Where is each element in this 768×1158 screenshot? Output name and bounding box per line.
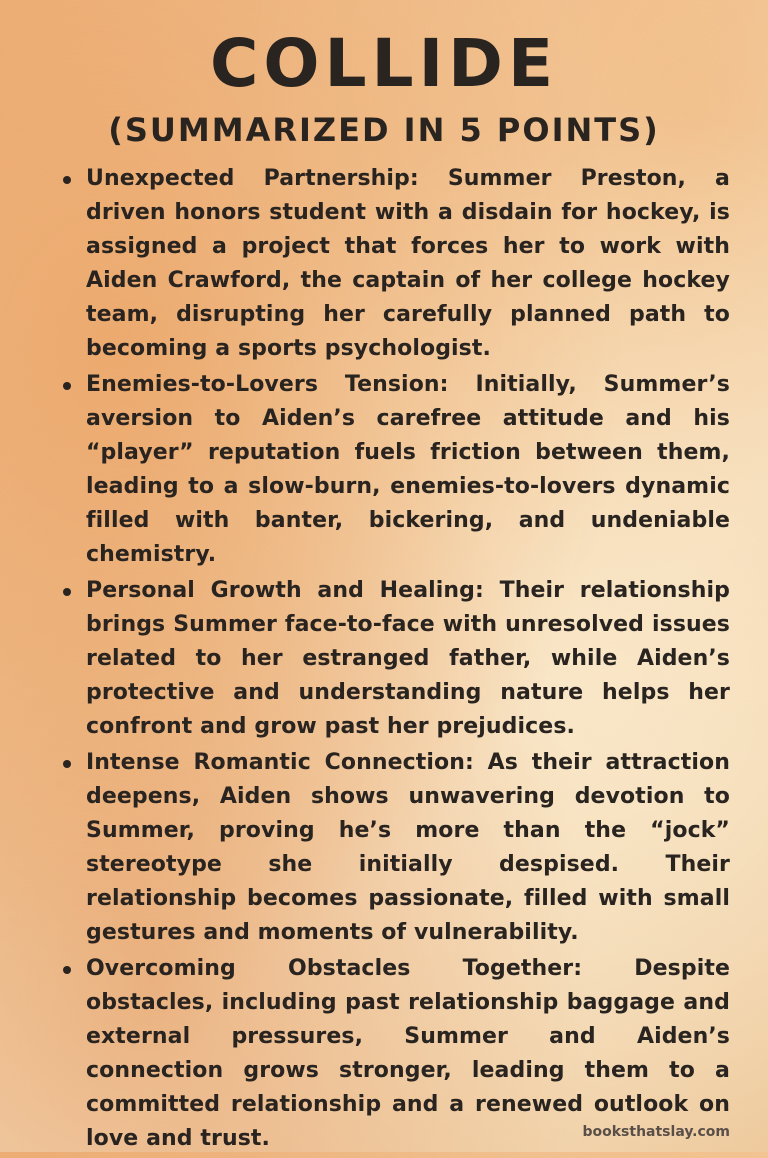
source-watermark: booksthatslay.com xyxy=(582,1124,730,1140)
summary-point xyxy=(60,368,730,572)
bullet-icon xyxy=(63,588,71,596)
summary-point-text: Personal Growth and Healing: Their relationship brings Summer face-to-face with unresolved issues related to her estranged father, while Aiden’s protective and understanding nature helps her confront and grow past her prejudices. xyxy=(86,578,730,739)
summary-point-text: Enemies-to-Lovers Tension: Initially, Summer’s aversion to Aiden’s carefree attitude and his “player” reputation fuels friction between them, leading to a slow-burn, enemies-to-lovers dynamic filled with banter, bickering, and undeniable chemistry. xyxy=(86,372,730,567)
bullet-icon xyxy=(63,760,71,768)
bullet-icon xyxy=(63,176,71,184)
page-subtitle: (SUMMARIZED IN 5 POINTS) xyxy=(108,111,660,149)
summary-point xyxy=(60,162,730,366)
bullet-icon xyxy=(63,966,71,974)
page-title: COLLIDE xyxy=(209,25,559,102)
summary-point xyxy=(60,574,730,744)
summary-point-text: Overcoming Obstacles Together: Despite obstacles, including past relationship baggage and external pressures, Summer and Aiden’s connection grows stronger, leading them to a committed relationship and a renewed outlook on love and trust. xyxy=(86,956,730,1151)
bullet-icon xyxy=(63,382,71,390)
summary-point-text: Intense Romantic Connection: As their attraction deepens, Aiden shows unwavering devotion to Summer, proving he’s more than the “jock” stereotype she initially despised. Their relationship becomes passionate, filled with small gestures and moments of vulnerability. xyxy=(86,750,730,945)
summary-point xyxy=(60,746,730,950)
summary-point-text: Unexpected Partnership: Summer Preston, a driven honors student with a disdain for hockey, is assigned a project that forces her to work with Aiden Crawford, the captain of her college hockey team, disrupting her carefully planned path to becoming a sports psychologist. xyxy=(86,166,730,361)
summary-point-list xyxy=(60,162,730,1158)
